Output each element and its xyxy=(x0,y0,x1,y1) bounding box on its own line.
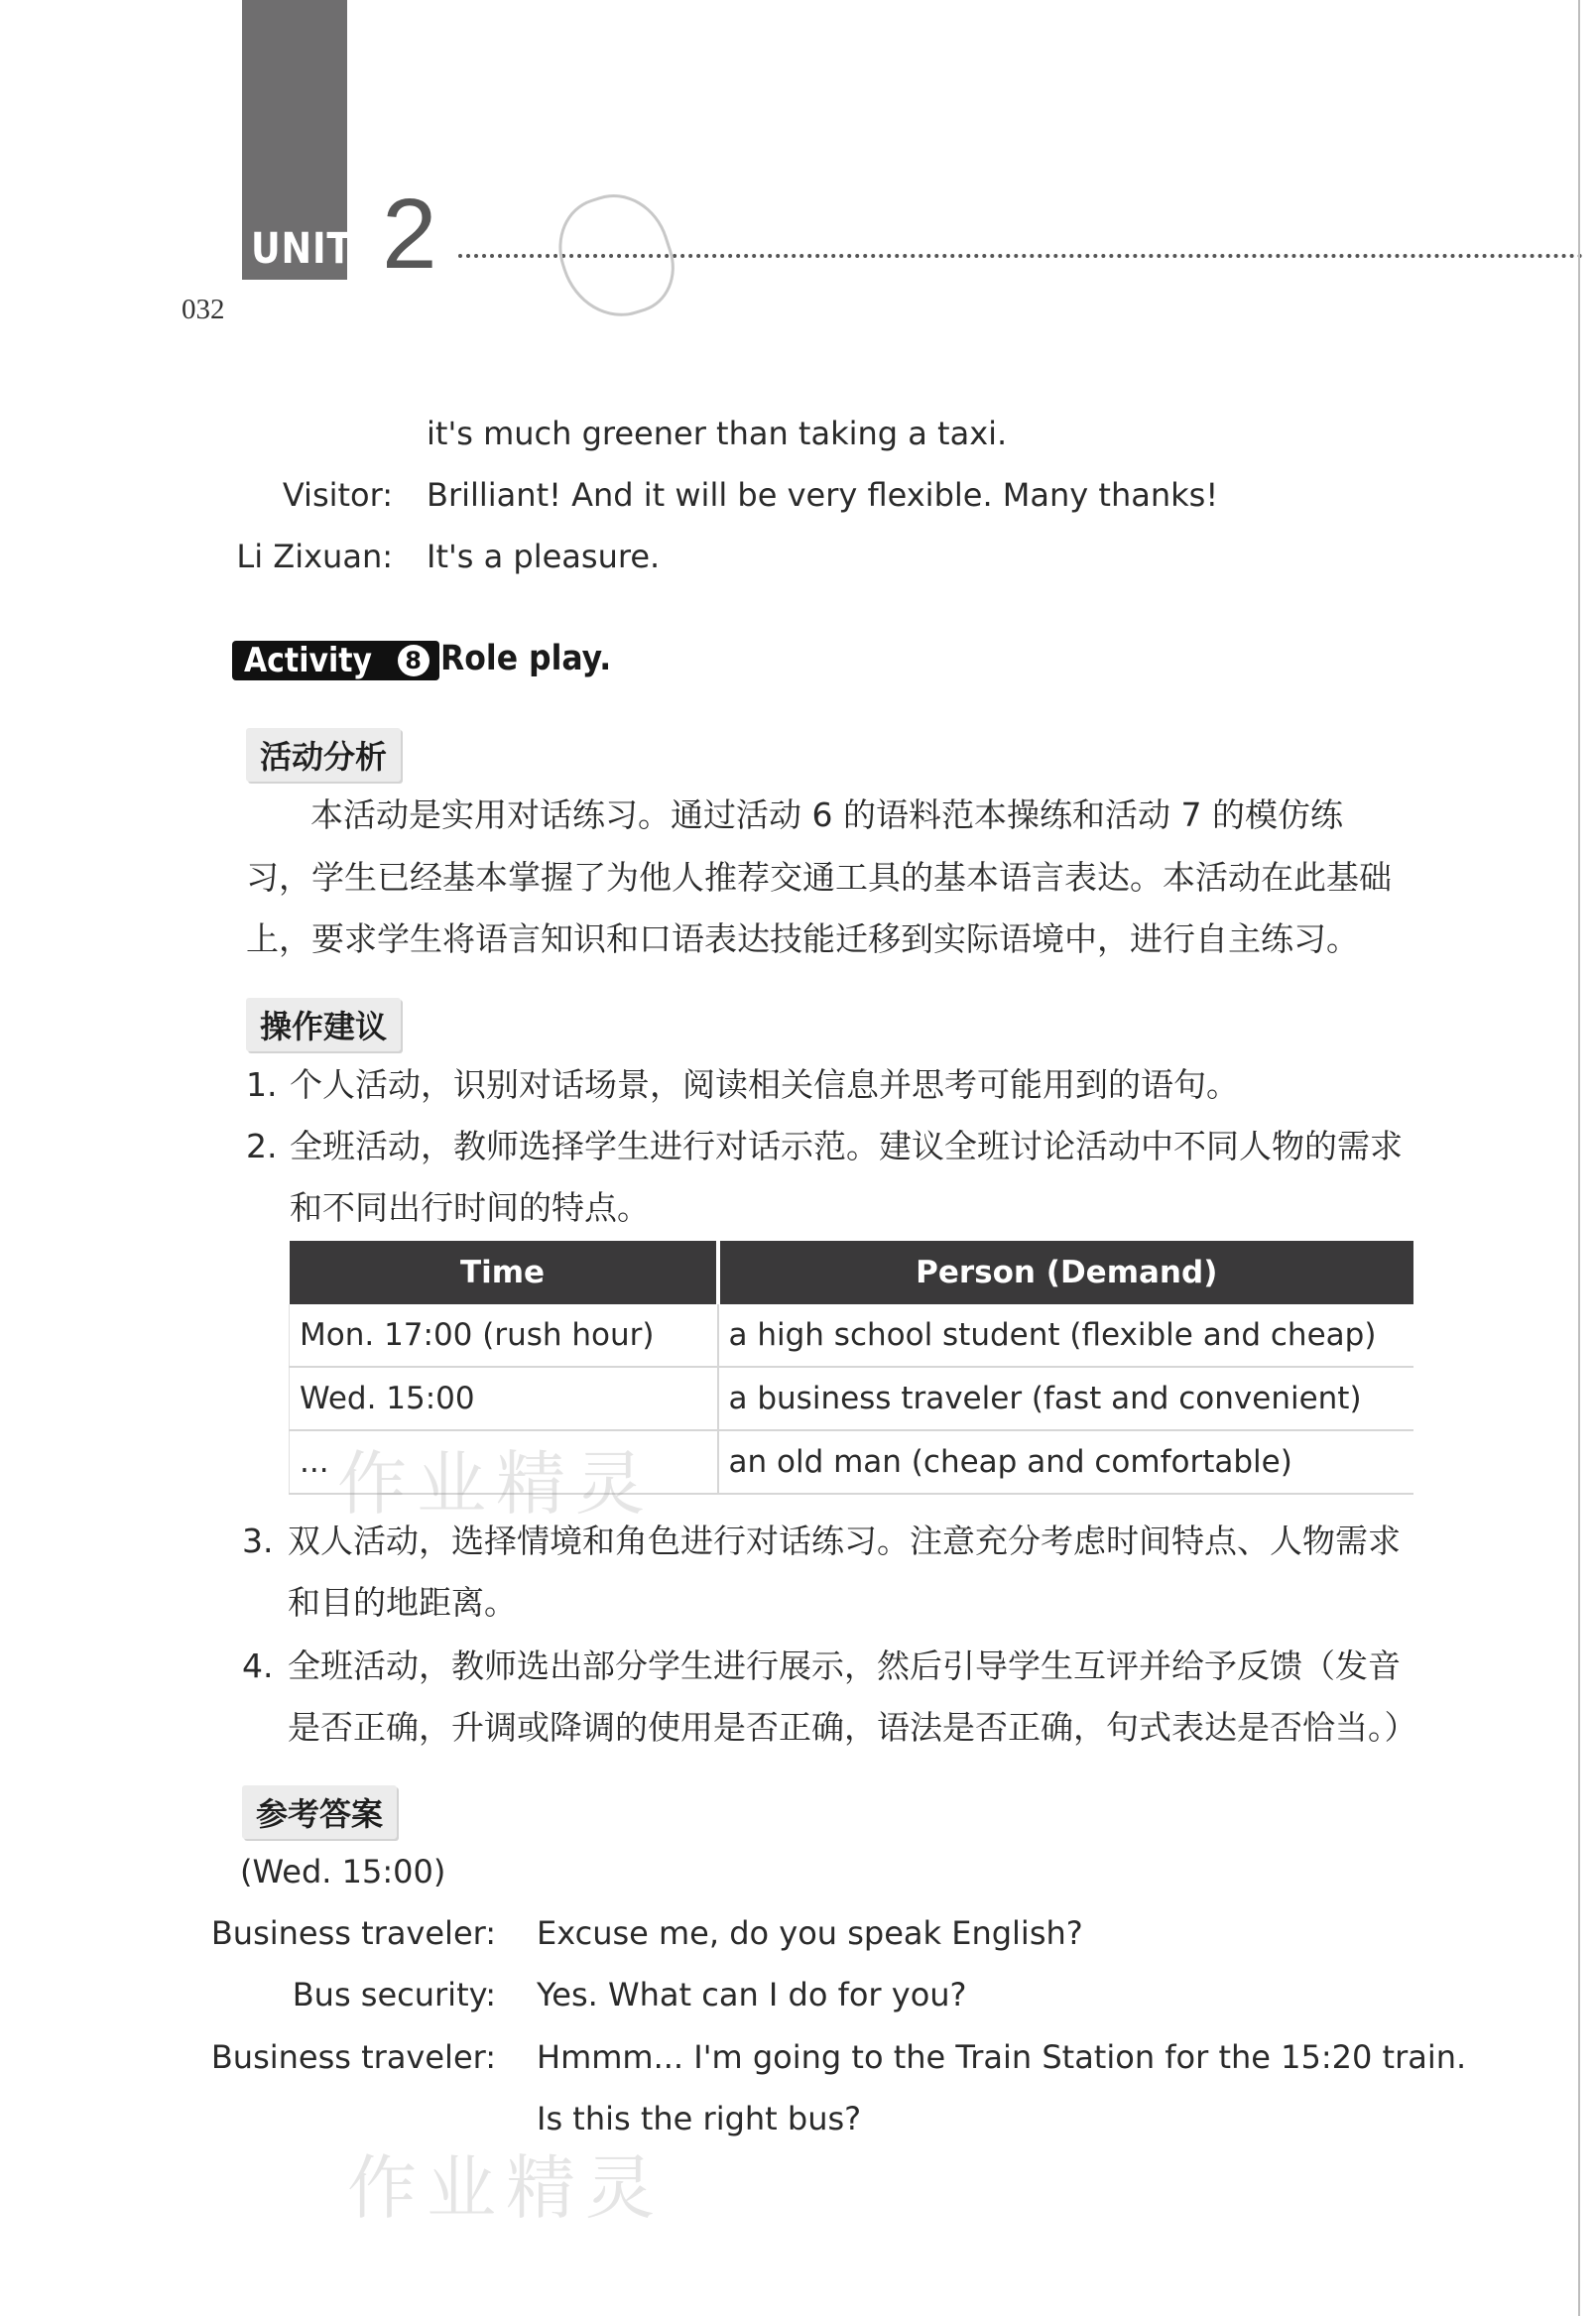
activity-label: Activity xyxy=(244,641,373,680)
dialogue-line: Hmmm... I'm going to the Train Station for the 15:20 train. xyxy=(537,2038,1467,2076)
page-number: 032 xyxy=(182,294,225,325)
list-item: 是否正确，升调或降调的使用是否正确，语法是否正确，句式表达是否恰当。） xyxy=(288,1708,1417,1747)
list-number: 2. xyxy=(246,1127,278,1165)
page-edge-rule xyxy=(1578,0,1580,2316)
table-cell-time: Mon. 17:00 (rush hour) xyxy=(290,1304,718,1367)
watermark: 作业精灵 xyxy=(347,2147,665,2229)
table-row xyxy=(290,1367,1414,1430)
section-tag-suggestions: 操作建议 xyxy=(246,998,401,1051)
table-header-time: Time xyxy=(290,1241,718,1304)
table-cell-person: a business traveler (fast and convenient) xyxy=(718,1367,1414,1430)
analysis-line: 上，要求学生将语言知识和口语表达技能迁移到实际语境中，进行自主练习。 xyxy=(246,919,1359,958)
dialogue-line: Is this the right bus? xyxy=(537,2100,862,2137)
dialogue-line: Brilliant! And it will be very flexible. Many thanks! xyxy=(427,476,1219,514)
table-cell-person: an old man (cheap and comfortable) xyxy=(718,1430,1414,1494)
list-number: 3. xyxy=(242,1522,274,1560)
dialogue-line: It's a pleasure. xyxy=(427,538,661,575)
section-tag-answer: 参考答案 xyxy=(242,1785,397,1839)
unit-number: 2 xyxy=(382,179,437,290)
dialogue-speaker: Business traveler: xyxy=(210,1914,496,1952)
list-number: 1. xyxy=(246,1065,278,1104)
section-tag-analysis: 活动分析 xyxy=(246,728,401,782)
analysis-line: 本活动是实用对话练习。通过活动 6 的语料范本操练和活动 7 的模仿练 xyxy=(310,795,1343,834)
watermark-stamp-icon xyxy=(546,181,687,331)
list-item: 个人活动，识别对话场景，阅读相关信息并思考可能用到的语句。 xyxy=(290,1065,1239,1104)
table-row xyxy=(290,1430,1414,1494)
table-header-row xyxy=(290,1241,1414,1304)
table-row xyxy=(290,1304,1414,1367)
table-cell-time: Wed. 15:00 xyxy=(290,1367,718,1430)
activity-badge xyxy=(232,641,439,680)
list-number: 4. xyxy=(242,1646,274,1685)
scenario-table xyxy=(289,1241,1413,1495)
list-item: 全班活动，教师选出部分学生进行展示，然后引导学生互评并给予反馈（发音 xyxy=(288,1646,1401,1685)
dialogue-speaker: Bus security: xyxy=(292,1976,496,2013)
watermark: 作业精灵 xyxy=(337,1443,655,1524)
list-item: 双人活动，选择情境和角色进行对话练习。注意充分考虑时间特点、人物需求 xyxy=(288,1522,1401,1560)
dialogue-speaker: Visitor: xyxy=(282,476,393,514)
activity-number: 8 xyxy=(398,645,430,676)
answer-context: (Wed. 15:00) xyxy=(240,1853,446,1890)
activity-title: Role play. xyxy=(440,639,612,678)
dialogue-speaker: Li Zixuan: xyxy=(236,538,393,575)
list-item: 全班活动，教师选择学生进行对话示范。建议全班讨论活动中不同人物的需求 xyxy=(290,1127,1403,1165)
list-item: 和目的地距离。 xyxy=(288,1583,517,1622)
dialogue-line: Yes. What can I do for you? xyxy=(537,1976,967,2013)
analysis-line: 习，学生已经基本掌握了为他人推荐交通工具的基本语言表达。本活动在此基础 xyxy=(246,858,1392,897)
dialogue-line: Excuse me, do you speak English? xyxy=(537,1914,1083,1952)
table-cell-time: ... xyxy=(290,1430,718,1494)
dialogue-line: it's much greener than taking a taxi. xyxy=(427,415,1008,452)
unit-label: UNIT xyxy=(251,224,353,274)
dialogue-speaker: Business traveler: xyxy=(210,2038,496,2076)
table-cell-person: a high school student (flexible and cheap) xyxy=(718,1304,1414,1367)
table-header-person: Person (Demand) xyxy=(718,1241,1414,1304)
list-item: 和不同出行时间的特点。 xyxy=(290,1188,650,1227)
